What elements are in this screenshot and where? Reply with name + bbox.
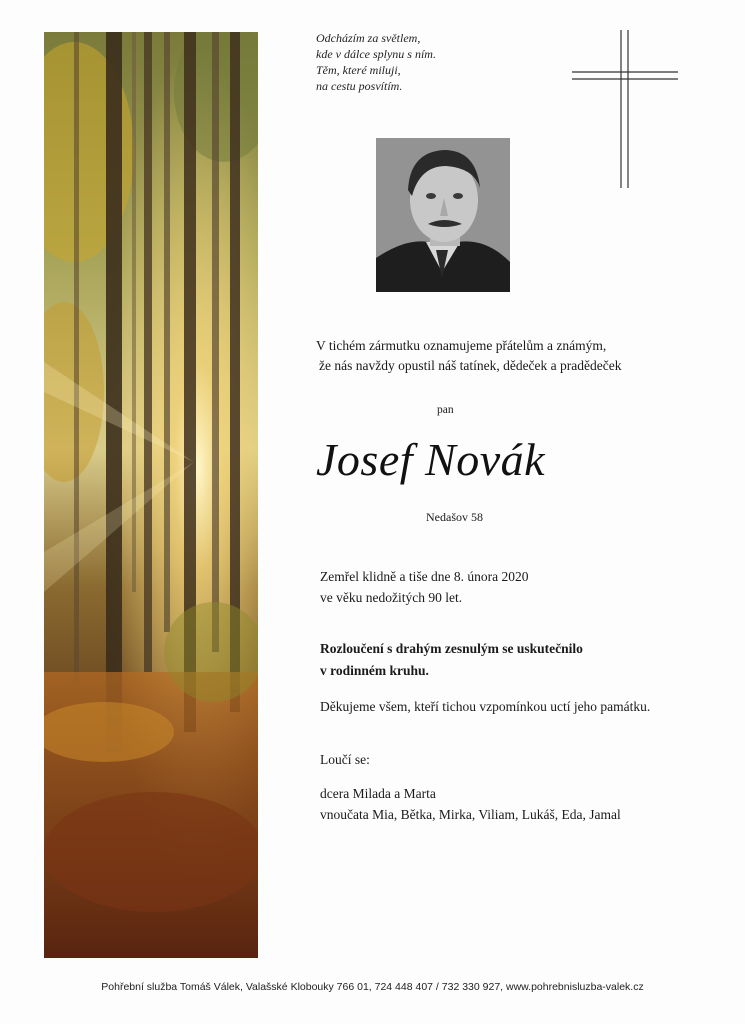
- announcement-line: V tichém zármutku oznamujeme přátelům a známým,: [316, 338, 607, 353]
- funeral-service-footer: Pohřební služba Tomáš Válek, Valašské Klobouky 766 01, 724 448 407 / 732 330 927, www.pohrebnisluzba-valek.cz: [101, 981, 644, 993]
- forest-sunlight-image: [44, 32, 258, 958]
- portrait-photo: [376, 138, 510, 292]
- deceased-name: Josef Novák: [316, 434, 546, 485]
- name-prefix: pan: [437, 404, 454, 416]
- farewell-line: Rozloučení s drahým zesnulým se uskutečnilo: [320, 641, 583, 656]
- poem-line: na cestu posvítím.: [316, 79, 403, 93]
- mourners-line: dcera Milada a Marta: [320, 786, 436, 801]
- deceased-address: Nedašov 58: [426, 510, 483, 524]
- poem: [316, 30, 516, 94]
- poem-line: Odcházím za světlem,: [316, 31, 421, 45]
- announcement-line: že nás navždy opustil náš tatínek, dědeček a pradědeček: [319, 358, 622, 373]
- death-line: ve věku nedožitých 90 let.: [320, 590, 463, 605]
- mourners-label: Loučí se:: [320, 752, 370, 767]
- poem-line: kde v dálce splynu s ním.: [316, 47, 436, 61]
- poem-line: Těm, které miluji,: [316, 63, 401, 77]
- mourners-line: vnoučata Mia, Bětka, Mirka, Viliam, Lukáš, Eda, Jamal: [320, 807, 621, 822]
- farewell-notice: [320, 638, 700, 682]
- death-notice: [320, 566, 700, 608]
- thanks-text: Děkujeme všem, kteří tichou vzpomínkou uctí jeho památku.: [320, 699, 651, 714]
- farewell-line: v rodinném kruhu.: [320, 663, 429, 678]
- mourners-list: [320, 783, 720, 825]
- death-line: Zemřel klidně a tiše dne 8. února 2020: [320, 569, 529, 584]
- cross-icon: [572, 30, 678, 188]
- announcement-text: [316, 336, 716, 376]
